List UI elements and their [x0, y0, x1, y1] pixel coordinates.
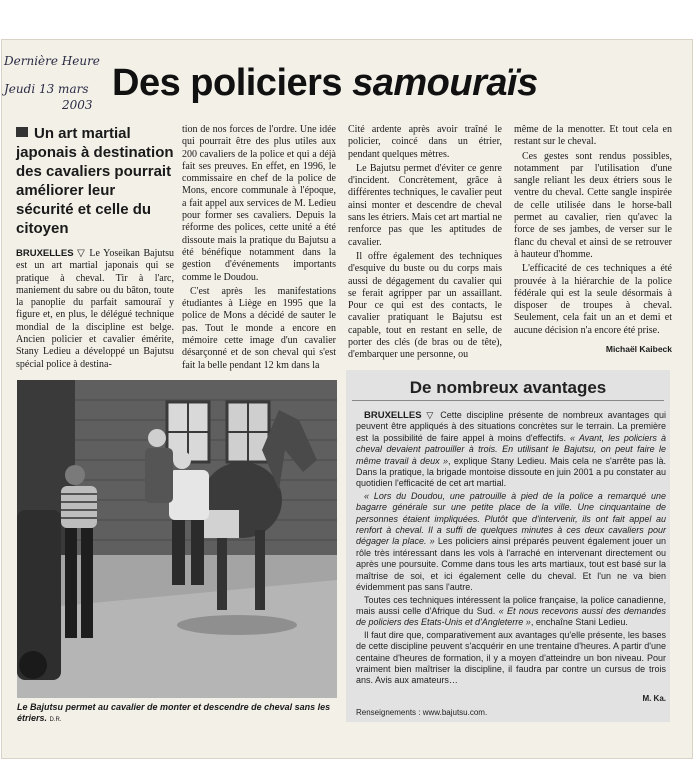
box-info: Renseignements : www.bajutsu.com. [356, 708, 488, 717]
headline [112, 62, 672, 105]
box-rule [352, 400, 664, 401]
author-signature: Michaël Kaibeck [605, 344, 672, 355]
handwritten-year: 2003 [62, 98, 93, 112]
caption-text: Le Bajutsu permet au cavalier de monter et descendre de cheval sans les étriers. [17, 702, 331, 723]
box-dateline-mark: ▽ [426, 410, 436, 420]
handwritten-source: Dernière Heure [4, 54, 100, 68]
handwritten-date: Jeudi 13 mars [4, 82, 89, 96]
column-3-paragraph-1: Cité ardente après avoir traîné le policier, coincé dans un étrier, pendant quelques mètres. [348, 124, 502, 160]
box-paragraph-2-end: Les policiers ainsi préparés peuvent également jouer un rôle très intéressant dans les vols à l'arraché en intervenant directement ou après une poursuite. Comme dans tous les arts martiaux, tout est basé sur la maîtrise de soi, et ici également celle du cheval. Et l'un ne va bien évidemment pas sans l'autre. [356, 536, 666, 593]
headline-main: Des policiers [112, 62, 353, 104]
box-paragraph-1-text: Cette discipline présente de nombreux avantages qui peuvent être appliqués à des situations concrètes sur le terrain. La première est la possibilité de faire appel à moins d'effectifs. [356, 410, 666, 443]
box-paragraph-1-end: , explique Stany Ledieu. Mais cela ne s'arrête pas là. Dans la pratique, la brigade montoise dissoute en juin 2001 a pu constater au quotidien l'efficacité de cet art martial. [356, 455, 666, 489]
column-3-paragraph-3: Il offre également des techniques d'esquive du buste ou du corps mais aussi de dégagement du cavalier qui se ferait agripper par un assaillant. Pour ce qui est des contacts, le cavalier pratiquant le Bajutsu est capable, tout en restant en selle, de porter des clés (de bras ou de tête), d'embarquer une personne, ou [348, 250, 502, 361]
box-paragraph-3-end: , enchaîne Stani Ledieu. [530, 617, 628, 628]
column-3-paragraph-2: Le Bajutsu permet d'éviter ce genre d'incident. Concrètement, grâce à différentes techniques, le cavalier peut ainsi monter et descendre de cheval sans les étriers. Mais cet art martial ne renforce pas que les aptitudes de cavalier. [348, 162, 502, 248]
dateline-mark: ▽ [77, 248, 86, 259]
lead-label: Un art martial japonais à destination des cavaliers pourrait améliorer leur sécurité et celle du citoyen [16, 125, 174, 237]
box-initials: M. Ka. [642, 694, 666, 703]
article-column-3 [348, 124, 502, 364]
photo-caption [17, 702, 337, 726]
photo-horse-riders [17, 380, 337, 698]
lead-text [16, 124, 174, 238]
box-quote-1: « Avant, les policiers à cheval devaient patrouiller à trois. En utilisant le Bajutsu, on peut faire le même travail à deux » [356, 432, 666, 466]
box-paragraph-3-text: Toutes ces techniques intéressent la police française, la police canadienne, mais aussi celle d'Afrique du Sud. [356, 594, 666, 616]
article-column-1 [16, 248, 174, 373]
dateline: BRUXELLES [16, 248, 74, 259]
column-4-paragraph-3: L'efficacité de ces techniques a été prouvée à la hiérarchie de la police fédérale qui est la seule désormais à disposer de troupes à cheval. Seulement, cela fait un an et demi et aucune décision n'a encore été prise. [514, 263, 672, 336]
article-column-2 [182, 124, 336, 374]
box-title: De nombreux avantages [409, 378, 607, 397]
article-column-4 [514, 124, 672, 355]
box-text [356, 410, 666, 688]
box-paragraph-4: Il faut dire que, comparativement aux avantages qu'elle présente, les bases de cette discipline peuvent s'acquérir en une trentaine d'heures. A partir d'une centaine d'heures de formation, il y a moyen d'atteindre un bon niveau. Pour vraiment bien maîtriser la discipline, il faudra par contre un cursus de trois ans. Avis aux amateurs… [356, 629, 666, 686]
box-footer [356, 694, 666, 717]
column-1-text: Le Yoseikan Bajutsu est un art martial japonais qui se pratique à cheval. Tir à l'arc, maniement du sabre ou du bâton, toute la panoplie du parfait samouraï y figure et, en plus, le délégué technique mondial de la discipline est belge. Ancien policier et cavalier émérite, Stany Ledieu a développé un Bajutsu spécial police à destina- [16, 248, 175, 370]
box-quote-2: « Lors du Doudou, une patrouille à pied de la police a remarqué une bagarre générale sur une petite place de la ville. Une cinquantaine de personnes étaient impliquées. Plutôt que d'intervenir, ils ont fait appel au renfort à cheval. Il a suffi de quelques minutes à ces deux cavaliers pour dégager la place. » [356, 490, 666, 547]
column-4-paragraph-1: même de la menotter. Et tout cela en restant sur le cheval. [514, 124, 672, 148]
box-quote-3: « Et nous recevons aussi des demandes de policiers des Etats-Unis et d'Angleterre » [356, 605, 666, 628]
article-photo [17, 380, 337, 698]
column-4-paragraph-2: Ces gestes sont rendus possibles, notamment par l'utilisation d'une sangle reliant les deux étriers sous le ventre du cheval. Cette sangle inspirée de celle utilisée dans le horse-ball permet au cavalier, rien qu'avec la force de ses jambes, de verser sur le flanc du cheval et ainsi de se retrouver à hauteur d'homme. [514, 150, 672, 260]
column-2-paragraph-1: tion de nos forces de l'ordre. Une idée qui pourrait être des plus utiles aux 200 cavaliers de la police et qui a déjà fait ses preuves. En effet, en 1996, le commissaire en chef de la police de Mons, encore communale à l'époque, a fait appel aux services de M. Ledieu pour former ses cavaliers. Depuis la réforme des polices, cette unité a été dissoute mais la pratique du Bajutsu a été bénéfique notamment dans la gestion d'événements importants comme le Doudou. [182, 124, 336, 283]
column-2-paragraph-2: C'est après les manifestations étudiantes à Liège en 1995 que la police de Mons a décidé de sauter le pas. Tout le monde a encore en mémoire cette image d'un cavalier désarçonné et de son cheval qui s'est fait la belle pendant 12 km dans la [182, 285, 336, 371]
box-dateline: BRUXELLES [364, 410, 422, 421]
headline-italic: samouraïs [352, 62, 538, 104]
photo-credit: D.R. [49, 717, 62, 723]
bullet-square-icon [16, 127, 28, 137]
